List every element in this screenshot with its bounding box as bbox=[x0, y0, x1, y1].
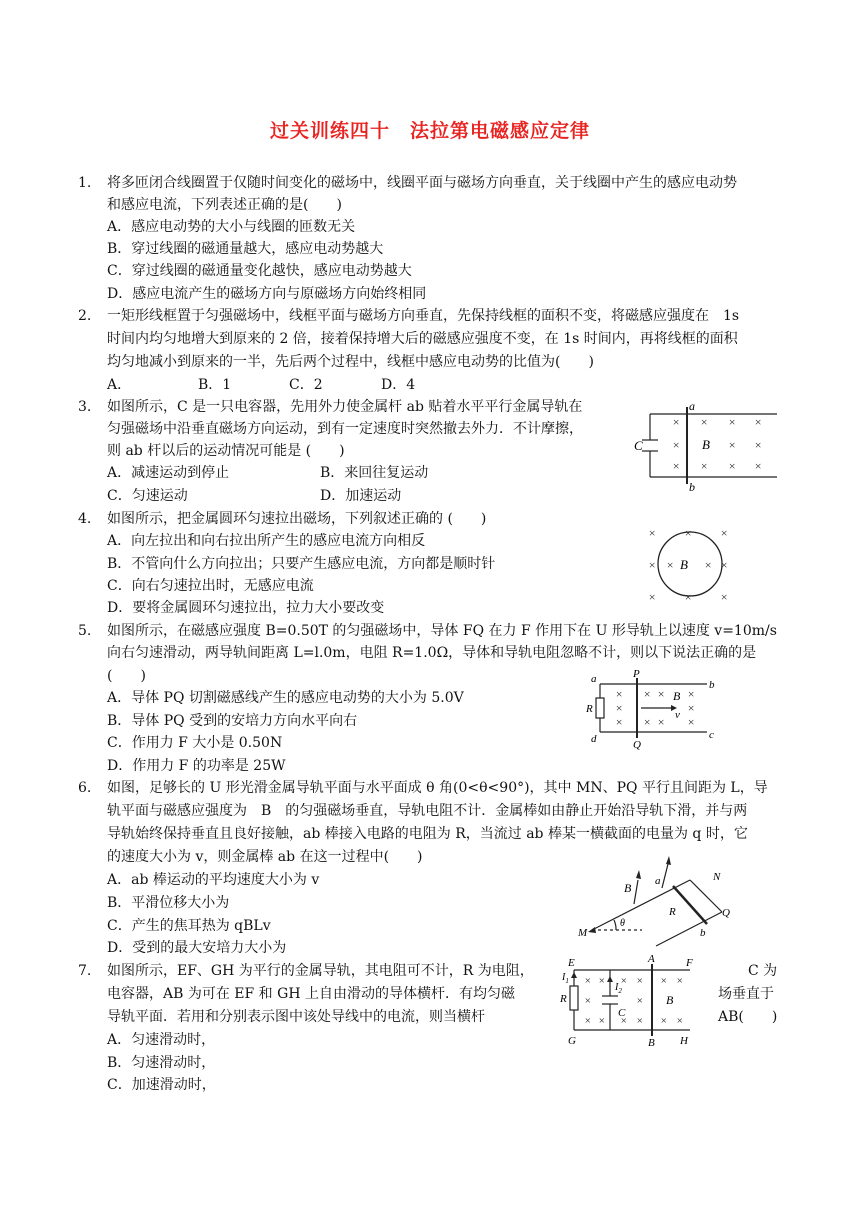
svg-text:×: × bbox=[666, 558, 675, 572]
label-field-b: B bbox=[666, 993, 674, 1007]
question-stem: 电容器，AB 为可在 EF 和 GH 上自由滑动的导体横杆．有均匀磁 bbox=[107, 986, 515, 1002]
question-stem: 如图所示，C 是一只电容器，先用外力使金属杆 ab 贴着水平平行金属导轨在 bbox=[107, 399, 583, 415]
svg-text:×: × bbox=[687, 687, 696, 701]
label-c: c bbox=[709, 729, 714, 741]
question-stem: 将多匝闭合线圈置于仅随时间变化的磁场中，线圈平面与磁场方向垂直，关于线圈中产生的感应电动势 bbox=[107, 175, 737, 191]
question-stem: 则 ab 杆以后的运动情况可能是 ( ) bbox=[107, 443, 345, 459]
question-stem: 匀强磁场中沿垂直磁场方向运动，到有一定速度时突然撤去外力．不计摩擦， bbox=[107, 421, 583, 437]
option-d: D．4 bbox=[381, 377, 416, 393]
question-number: 2. bbox=[78, 308, 92, 324]
svg-text:×: × bbox=[643, 715, 652, 729]
svg-text:×: × bbox=[657, 715, 666, 729]
question-stem: 的速度大小为 v，则金属棒 ab 在这一过程中( ) bbox=[107, 849, 423, 865]
svg-text:×: × bbox=[704, 558, 713, 572]
label-h: H bbox=[680, 1035, 688, 1047]
option-c: C．穿过线圈的磁通量变化越快，感应电动势越大 bbox=[107, 263, 412, 279]
option-d: D．感应电流产生的磁场方向与原磁场方向始终相同 bbox=[107, 286, 427, 302]
label-a: a bbox=[591, 673, 597, 685]
label-q: Q bbox=[633, 739, 641, 751]
label-q: Q bbox=[722, 907, 730, 919]
label-field-b: B bbox=[673, 689, 681, 703]
svg-text:×: × bbox=[676, 1015, 684, 1027]
page-title: 过关训练四十 法拉第电磁感应定律 bbox=[269, 120, 590, 142]
svg-text:×: × bbox=[720, 590, 729, 604]
question-stem: 导轨始终保持垂直且良好接触，ab 棒接入电路的电阻为 R，当流过 ab 棒某一横截面的电量为 q 时，它 bbox=[107, 826, 748, 842]
capacitor-rail-figure bbox=[632, 399, 782, 494]
option-a: A．感应电动势的大小与线圈的匝数无关 bbox=[107, 219, 356, 235]
svg-text:×: × bbox=[676, 975, 684, 987]
question-stem: 向右匀速滑动，两导轨间距离 L=l.0m，电阻 R=1.0Ω，导体和导轨电阻忽略不计，则以下说法正确的是 bbox=[107, 645, 757, 661]
label-m: M bbox=[578, 927, 588, 939]
svg-text:×: × bbox=[584, 975, 592, 987]
metal-ring-figure bbox=[640, 520, 740, 610]
question-stem: 如图，足够长的 U 形光滑金属导轨平面与水平面成 θ 角(0<θ<90°)，其中 MN、PQ 平行且间距为 L，导 bbox=[107, 780, 768, 796]
question-stem: 如图所示，EF、GH 为平行的金属导轨，其电阻可不计，R 为电阻， bbox=[107, 963, 534, 979]
svg-text:×: × bbox=[660, 1015, 668, 1027]
svg-text:×: × bbox=[687, 701, 696, 715]
question-stem-right: C 为 bbox=[748, 963, 778, 979]
label-field-b: B bbox=[702, 437, 710, 452]
option-a: A．ab 棒运动的平均速度大小为 v bbox=[107, 872, 320, 888]
svg-text:×: × bbox=[754, 415, 763, 429]
svg-text:×: × bbox=[648, 590, 657, 604]
label-b: b bbox=[709, 679, 715, 691]
label-theta: θ bbox=[620, 918, 625, 929]
incline-rail-figure bbox=[572, 858, 742, 948]
svg-text:×: × bbox=[754, 459, 763, 473]
label-e: E bbox=[568, 957, 575, 969]
svg-text:×: × bbox=[672, 415, 681, 429]
label-i2: $I_2$ bbox=[615, 982, 622, 995]
svg-text:×: × bbox=[728, 459, 737, 473]
question-stem: 如图所示，在磁感应强度 B=0.50T 的匀强磁场中，导体 FQ 在力 F 作用下在 U 形导轨上以速度 v=10m/s bbox=[107, 623, 777, 639]
question-stem: 轨平面与磁感应强度为 B 的匀强磁场垂直，导轨电阻不计．金属棒如由静止开始沿导轨下滑，并与两 bbox=[107, 803, 748, 819]
label-f: F bbox=[686, 957, 693, 969]
option-a: A． bbox=[107, 377, 132, 393]
option-b: B．导体 PQ 受到的安培力方向水平向右 bbox=[107, 713, 358, 729]
question-stem: 时间内均匀地增大到原来的 2 倍，接着保持增大后的磁感应强度不变，在 1s 时间内，再将线框的面积 bbox=[107, 331, 738, 347]
label-i1: $I_1$ bbox=[562, 972, 569, 985]
option-d: D．受到的最大安培力大小为 bbox=[107, 940, 287, 956]
option-b: B．穿过线圈的磁通量越大，感应电动势越大 bbox=[107, 241, 384, 257]
label-a: A bbox=[648, 953, 655, 965]
svg-text:×: × bbox=[636, 975, 644, 987]
label-n: N bbox=[713, 871, 721, 883]
option-c: C．产生的焦耳热为 qBLv bbox=[107, 918, 271, 934]
option-c: C．向右匀速拉出时，无感应电流 bbox=[107, 578, 314, 594]
label-r: R bbox=[586, 703, 593, 715]
question-number: 6. bbox=[78, 780, 92, 796]
svg-text:×: × bbox=[648, 526, 657, 540]
question-stem: 均匀地减小到原来的一半，先后两个过程中，线框中感应电动势的比值为( ) bbox=[107, 354, 594, 370]
svg-text:×: × bbox=[672, 438, 681, 452]
label-v: v bbox=[675, 709, 680, 721]
svg-text:×: × bbox=[615, 687, 624, 701]
question-number: 7. bbox=[78, 963, 92, 979]
label-r: R bbox=[669, 906, 676, 918]
question-stem-right: AB( ) bbox=[718, 1009, 778, 1025]
option-b: B．平滑位移大小为 bbox=[107, 895, 230, 911]
question-number: 1. bbox=[78, 175, 92, 191]
label-b: b bbox=[689, 480, 695, 494]
option-a: A．减速运动到停止 bbox=[107, 465, 230, 481]
svg-text:×: × bbox=[636, 1015, 644, 1027]
label-d: d bbox=[591, 733, 597, 745]
option-b: B．1 bbox=[198, 377, 232, 393]
label-field-b: B bbox=[680, 557, 688, 572]
svg-text:×: × bbox=[643, 687, 652, 701]
svg-text:×: × bbox=[584, 1015, 592, 1027]
label-c: C bbox=[618, 1007, 626, 1019]
label-g: G bbox=[568, 1035, 576, 1047]
label-a: a bbox=[689, 399, 695, 413]
svg-text:×: × bbox=[684, 526, 693, 540]
svg-text:×: × bbox=[615, 715, 624, 729]
svg-text:×: × bbox=[672, 459, 681, 473]
svg-text:×: × bbox=[728, 438, 737, 452]
option-c: C．加速滑动时， bbox=[107, 1077, 216, 1093]
option-a: A．导体 PQ 切割磁感线产生的感应电动势的大小为 5.0V bbox=[107, 690, 464, 706]
option-d: D．要将金属圆环匀速拉出，拉力大小要改变 bbox=[107, 600, 385, 616]
option-c: C．作用力 F 大小是 0.50N bbox=[107, 735, 283, 751]
svg-text:×: × bbox=[687, 715, 696, 729]
question-stem: 如图所示，把金属圆环匀速拉出磁场，下列叙述正确的 ( ) bbox=[107, 511, 487, 527]
svg-text:×: × bbox=[648, 558, 657, 572]
option-d: D．作用力 F 的功率是 25W bbox=[107, 758, 286, 774]
question-stem: 导轨平面．若用和分别表示图中该处导线中的电流，则当横杆 bbox=[107, 1009, 485, 1025]
svg-text:×: × bbox=[684, 590, 693, 604]
question-number: 5. bbox=[78, 623, 92, 639]
option-b: B．匀速滑动时， bbox=[107, 1055, 216, 1071]
svg-text:×: × bbox=[700, 459, 709, 473]
svg-text:×: × bbox=[754, 438, 763, 452]
question-stem: 一矩形线框置于匀强磁场中，线框平面与磁场方向垂直，先保持线框的面积不变，将磁感应强度在 1s bbox=[107, 308, 740, 324]
question-number: 3. bbox=[78, 399, 92, 415]
svg-text:×: × bbox=[657, 687, 666, 701]
svg-text:×: × bbox=[720, 526, 729, 540]
question-number: 4. bbox=[78, 511, 92, 527]
svg-text:×: × bbox=[620, 1015, 628, 1027]
label-b: B bbox=[648, 1037, 655, 1049]
svg-text:×: × bbox=[620, 975, 628, 987]
label-field-b: B bbox=[624, 881, 632, 895]
svg-text:×: × bbox=[720, 558, 729, 572]
question-stem: 和感应电流，下列表述正确的是( ) bbox=[107, 197, 342, 213]
rc-rail-figure bbox=[560, 954, 710, 1049]
label-r: R bbox=[560, 993, 567, 1005]
svg-text:×: × bbox=[660, 975, 668, 987]
label-b: b bbox=[700, 927, 706, 939]
question-stem-right: 场垂直于 bbox=[718, 986, 774, 1002]
label-a: a bbox=[655, 875, 661, 887]
option-c: C．匀速运动 bbox=[107, 488, 188, 504]
option-b: B．来回往复运动 bbox=[320, 465, 429, 481]
u-rail-figure bbox=[585, 670, 725, 750]
option-c: C．2 bbox=[289, 377, 323, 393]
question-stem: ( ) bbox=[107, 668, 146, 684]
svg-text:×: × bbox=[598, 1015, 606, 1027]
option-b: B．不管向什么方向拉出；只要产生感应电流，方向都是顺时针 bbox=[107, 556, 496, 572]
svg-text:×: × bbox=[615, 701, 624, 715]
svg-text:×: × bbox=[700, 415, 709, 429]
label-c: C bbox=[634, 438, 643, 453]
label-p: P bbox=[633, 668, 640, 680]
svg-text:×: × bbox=[584, 995, 592, 1007]
svg-text:×: × bbox=[728, 415, 737, 429]
option-d: D．加速运动 bbox=[320, 488, 402, 504]
option-a: A．匀速滑动时， bbox=[107, 1032, 216, 1048]
svg-text:×: × bbox=[598, 975, 606, 987]
svg-text:×: × bbox=[636, 995, 644, 1007]
option-a: A．向左拉出和向右拉出所产生的感应电流方向相反 bbox=[107, 533, 426, 549]
